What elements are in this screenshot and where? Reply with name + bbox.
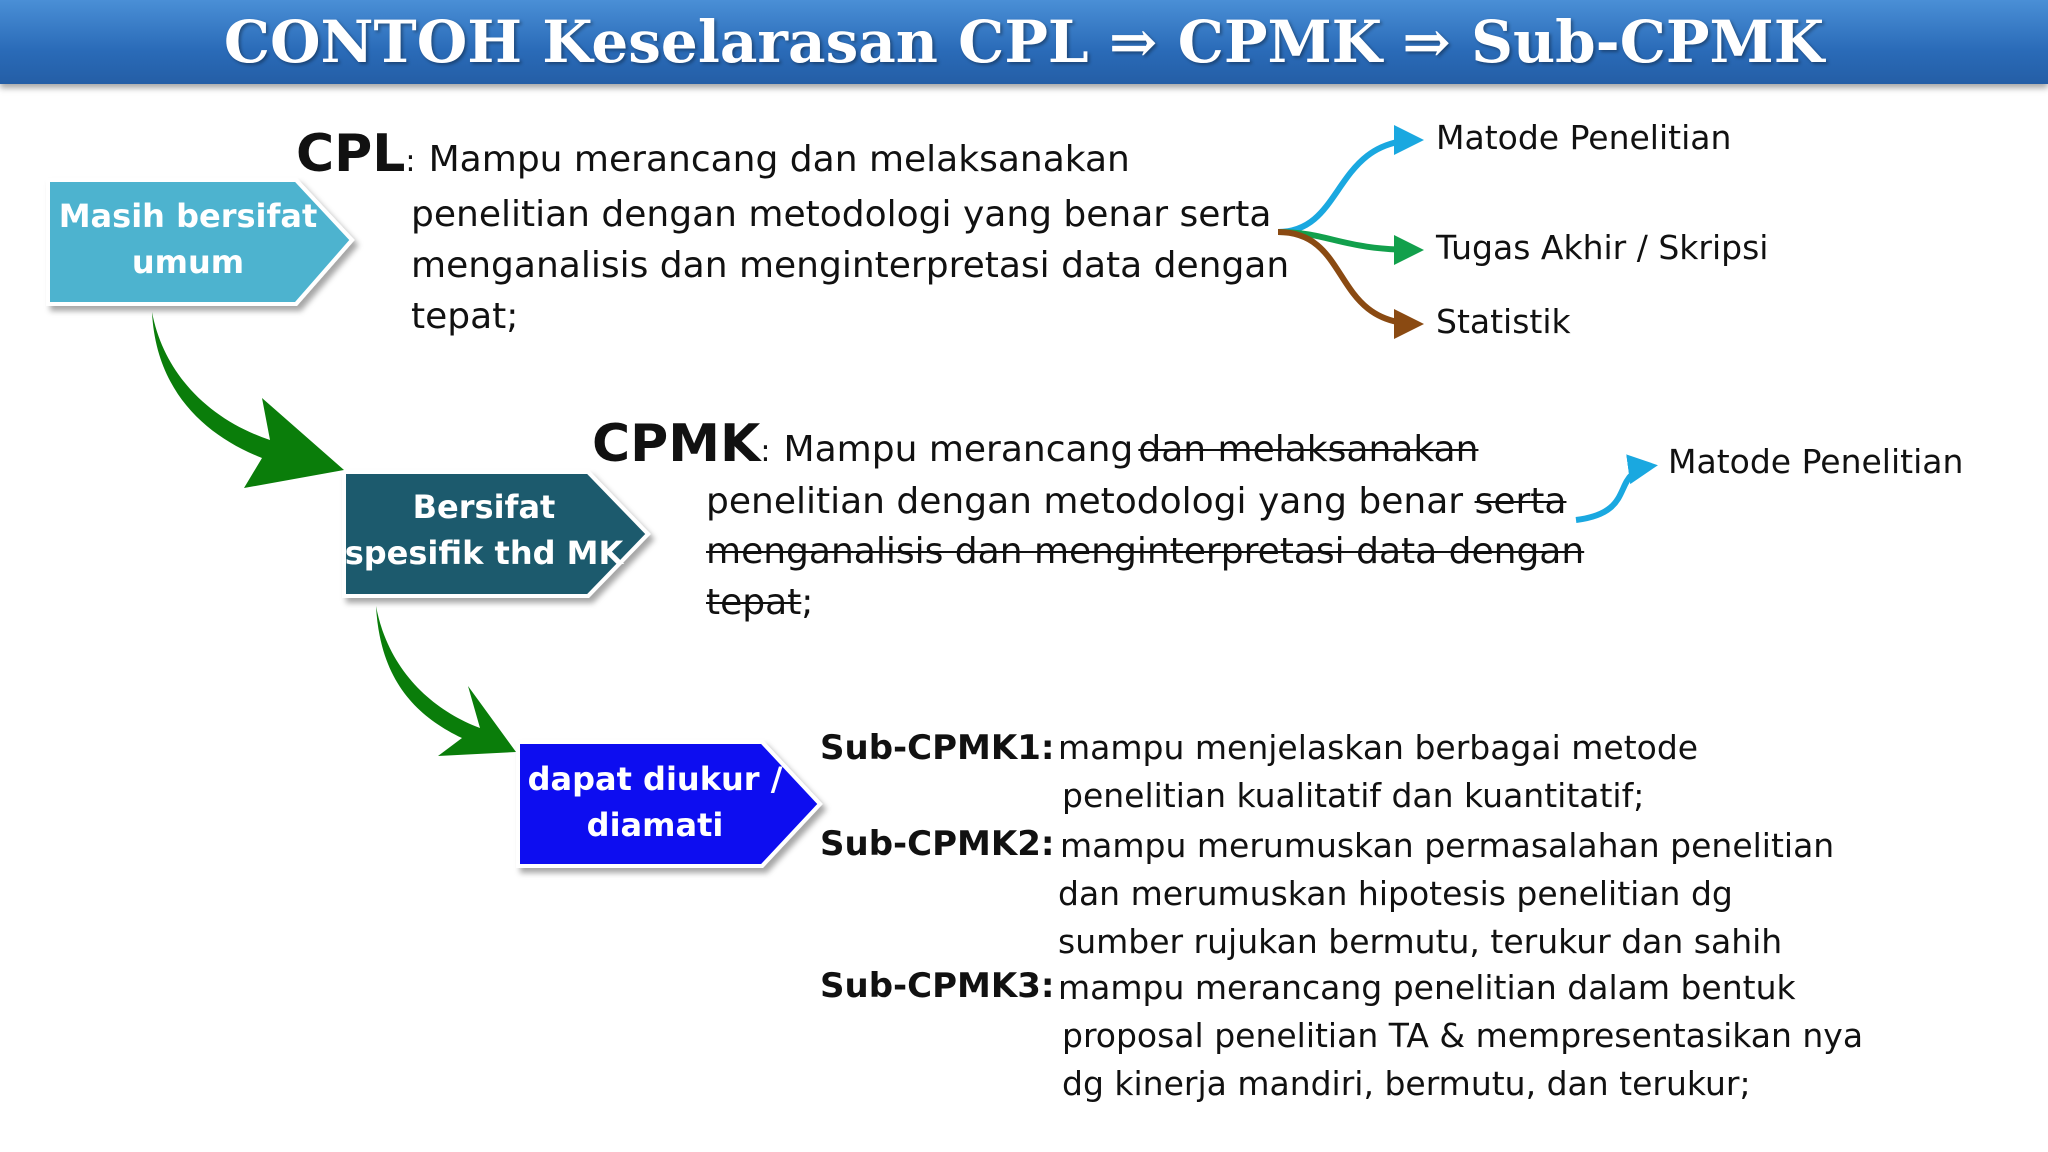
cpmk-branch-arrow bbox=[1576, 466, 1652, 520]
cpmk-line-2-struck: serta bbox=[1474, 481, 1567, 522]
sub-cpmk2-label: Sub-CPMK2: bbox=[820, 824, 1055, 864]
cpmk-line-4 bbox=[706, 582, 813, 623]
cpmk-line-4-end: ; bbox=[801, 582, 814, 623]
sub-cpmk1-label: Sub-CPMK1: bbox=[820, 728, 1055, 768]
cpmk-line-1-struck: dan melaksanakan bbox=[1138, 429, 1479, 470]
slide-title: CONTOH Keselarasan CPL ⇒ CPMK ⇒ Sub-CPMK bbox=[223, 8, 1825, 76]
box-spesifik-line-2: spesifik thd MK bbox=[344, 534, 624, 572]
sub-cpmk2-line-2: dan merumuskan hipotesis penelitian dg bbox=[1058, 874, 1733, 913]
cpmk-heading bbox=[592, 414, 1478, 474]
sub-cpmk2-line-3: sumber rujukan bermutu, terukur dan sahih bbox=[1058, 922, 1783, 961]
flow-arrow-1 bbox=[152, 312, 344, 488]
cpmk-line-1-kept: Mampu merancang bbox=[783, 429, 1134, 470]
flow-arrow-2 bbox=[376, 606, 516, 756]
cpmk-line-2 bbox=[706, 481, 1566, 522]
box-umum-line-1: Masih bersifat bbox=[58, 197, 318, 235]
cpl-line-1: Mampu merancang dan melaksanakan bbox=[428, 139, 1130, 180]
cpl-line-3: menganalisis dan menginterpretasi data dengan bbox=[411, 245, 1290, 286]
sub-cpmk2-line-1: mampu merumuskan permasalahan penelitian bbox=[1060, 826, 1835, 865]
cpl-heading bbox=[296, 124, 1130, 184]
sub-cpmk3-label: Sub-CPMK3: bbox=[820, 966, 1055, 1006]
sub-cpmk1-line-2: penelitian kualitatif dan kuantitatif; bbox=[1062, 776, 1645, 815]
cpl-line-4: tepat; bbox=[411, 296, 519, 337]
box-spesifik-label bbox=[344, 484, 624, 576]
sub-cpmk3-line-1: mampu merancang penelitian dalam bentuk bbox=[1058, 968, 1796, 1007]
cpmk-line-3-struck: menganalisis dan menginterpretasi data dengan bbox=[706, 531, 1585, 572]
cpl-line-2: penelitian dengan metodologi yang benar serta bbox=[411, 194, 1272, 235]
cpmk-colon: : bbox=[760, 434, 771, 469]
branch-arrow-matode bbox=[1278, 140, 1418, 232]
cpl-label: CPL bbox=[296, 124, 406, 184]
sub-cpmk1-line-1: mampu menjelaskan berbagai metode bbox=[1058, 728, 1699, 767]
cpmk-line-2-kept: penelitian dengan metodologi yang benar bbox=[706, 481, 1464, 522]
box-diukur-line-1: dapat diukur / bbox=[527, 760, 783, 798]
cpl-colon: : bbox=[405, 144, 416, 179]
cpmk-label: CPMK bbox=[592, 414, 761, 474]
box-spesifik-line-1: Bersifat bbox=[412, 488, 556, 526]
box-diukur-label bbox=[518, 756, 792, 848]
cpmk-branch-label: Matode Penelitian bbox=[1668, 442, 1964, 481]
branch-label-statistik: Statistik bbox=[1436, 302, 1571, 341]
box-umum-line-2: umum bbox=[131, 243, 245, 281]
branch-label-matode: Matode Penelitian bbox=[1436, 118, 1732, 157]
sub-cpmk3-line-3: dg kinerja mandiri, bermutu, dan terukur; bbox=[1062, 1064, 1751, 1103]
box-diukur-line-2: diamati bbox=[586, 806, 724, 844]
box-umum-label bbox=[48, 193, 328, 285]
cpmk-line-4-struck: tepat bbox=[706, 582, 802, 623]
branch-label-tugas: Tugas Akhir / Skripsi bbox=[1436, 228, 1769, 267]
sub-cpmk3-line-2: proposal penelitian TA & mempresentasikan nya bbox=[1062, 1016, 1864, 1055]
